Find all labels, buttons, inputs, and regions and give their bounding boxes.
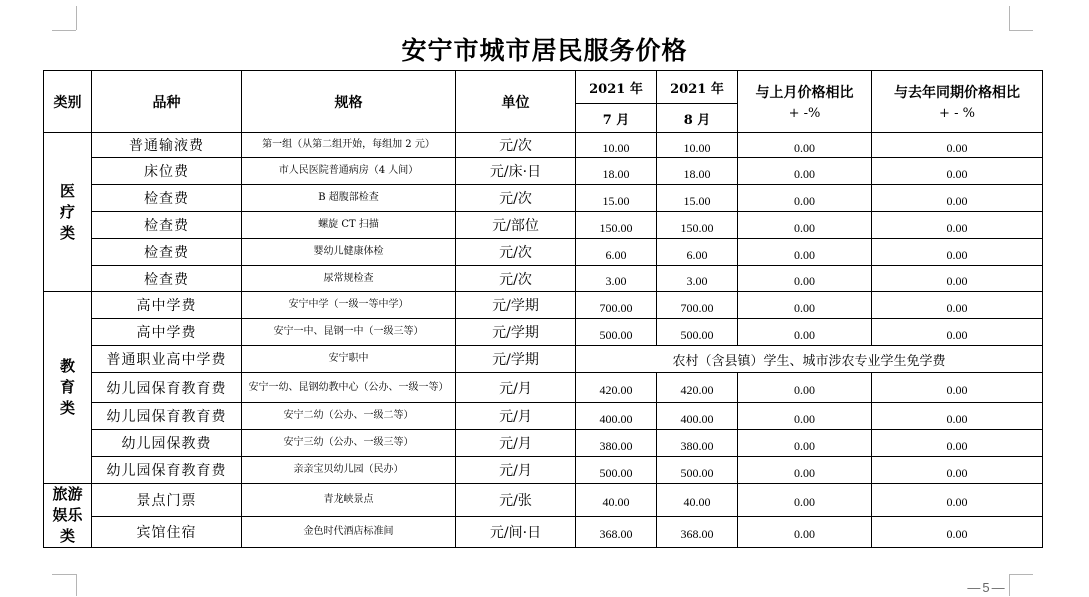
crop-mark: [1009, 6, 1010, 30]
july-price-cell: 10.00: [576, 133, 657, 158]
note-cell: 农村（含县镇）学生、城市涉农专业学生免学费: [576, 346, 1043, 373]
header-category: 类别: [44, 71, 92, 133]
table-row: [44, 516, 1043, 547]
category-label-line: 类: [59, 223, 75, 242]
header-unit: 单位: [456, 71, 576, 133]
table-row: [44, 266, 1043, 292]
table-row: [44, 484, 1043, 517]
august-price-cell: 380.00: [657, 430, 738, 457]
spec-cell: 第一组（从第二组开始，每组加 2 元）: [242, 133, 456, 158]
spec-cell: 螺旋 CT 扫描: [242, 212, 456, 239]
table-row: [44, 457, 1043, 484]
category-label-line: 旅游: [52, 485, 83, 503]
category-label-line: 教: [59, 357, 75, 375]
item-cell: 幼儿园保教费: [92, 430, 242, 457]
category-label-line: 娱乐: [52, 506, 83, 524]
table-row: [44, 319, 1043, 346]
july-price-cell: 6.00: [576, 239, 657, 266]
header-year-a: 2021 年: [576, 71, 657, 104]
item-cell: 幼儿园保育教育费: [92, 457, 242, 484]
header-yoy-line2: + - %: [939, 106, 975, 121]
mom-change-cell: 0.00: [738, 292, 872, 319]
july-price-cell: 400.00: [576, 403, 657, 430]
july-price-cell: 368.00: [576, 516, 657, 547]
table-row: [44, 373, 1043, 403]
yoy-change-cell: 0.00: [872, 185, 1043, 212]
august-price-cell: 15.00: [657, 185, 738, 212]
august-price-cell: 6.00: [657, 239, 738, 266]
category-label-line: 医: [59, 181, 75, 200]
july-price-cell: 500.00: [576, 319, 657, 346]
header-yoy-line1: 与去年同期价格相比: [894, 85, 1020, 101]
spec-cell: 安宁三幼（公办、一级三等）: [242, 430, 456, 457]
yoy-change-cell: 0.00: [872, 266, 1043, 292]
unit-cell: 元/次: [456, 185, 576, 212]
yoy-change-cell: 0.00: [872, 457, 1043, 484]
table-row: [44, 346, 1043, 373]
mom-change-cell: 0.00: [738, 158, 872, 185]
category-tourism: [44, 484, 92, 548]
yoy-change-cell: 0.00: [872, 212, 1043, 239]
item-cell: 检查费: [92, 212, 242, 239]
unit-cell: 元/月: [456, 373, 576, 403]
category-label-line: 类: [59, 399, 75, 417]
mom-change-cell: 0.00: [738, 484, 872, 517]
unit-cell: 元/次: [456, 239, 576, 266]
table-row: [44, 158, 1043, 185]
header-spec: 规格: [242, 71, 456, 133]
header-year-b: 2021 年: [657, 71, 738, 104]
header-item: 品种: [92, 71, 242, 133]
crop-mark: [76, 6, 77, 30]
spec-cell: 安宁二幼（公办、一级二等）: [242, 403, 456, 430]
unit-cell: 元/月: [456, 403, 576, 430]
unit-cell: 元/间·日: [456, 516, 576, 547]
july-price-cell: 3.00: [576, 266, 657, 292]
spec-cell: 安宁一中、昆钢一中（一级三等）: [242, 319, 456, 346]
header-month-a: 7 月: [576, 104, 657, 133]
spec-cell: 安宁职中: [242, 346, 456, 373]
header-yoy: [872, 71, 1043, 133]
spec-cell: 青龙峡景点: [242, 484, 456, 517]
crop-mark: [76, 574, 77, 596]
august-price-cell: 420.00: [657, 373, 738, 403]
table-row: [44, 133, 1043, 158]
item-cell: 普通职业高中学费: [92, 346, 242, 373]
category-education: [44, 292, 92, 484]
yoy-change-cell: 0.00: [872, 484, 1043, 517]
august-price-cell: 500.00: [657, 457, 738, 484]
august-price-cell: 18.00: [657, 158, 738, 185]
item-cell: 高中学费: [92, 292, 242, 319]
mom-change-cell: 0.00: [738, 212, 872, 239]
spec-cell: 安宁一幼、昆钢幼教中心（公办、一级一等）: [242, 373, 456, 403]
unit-cell: 元/张: [456, 484, 576, 517]
august-price-cell: 700.00: [657, 292, 738, 319]
unit-cell: 元/月: [456, 457, 576, 484]
yoy-change-cell: 0.00: [872, 158, 1043, 185]
july-price-cell: 500.00: [576, 457, 657, 484]
mom-change-cell: 0.00: [738, 457, 872, 484]
august-price-cell: 3.00: [657, 266, 738, 292]
category-label-line: 育: [59, 378, 75, 396]
august-price-cell: 10.00: [657, 133, 738, 158]
august-price-cell: 40.00: [657, 484, 738, 517]
item-cell: 宾馆住宿: [92, 516, 242, 547]
crop-mark: [1009, 574, 1033, 575]
table-row: [44, 185, 1043, 212]
page-number: — 5 —: [967, 580, 1005, 595]
table-row: [44, 239, 1043, 266]
crop-mark: [52, 30, 76, 31]
august-price-cell: 368.00: [657, 516, 738, 547]
item-cell: 普通输液费: [92, 133, 242, 158]
table-row: [44, 212, 1043, 239]
page-title: 安宁市城市居民服务价格: [401, 36, 688, 65]
spec-cell: 金色时代酒店标准间: [242, 516, 456, 547]
unit-cell: 元/次: [456, 266, 576, 292]
header-mom: [738, 71, 872, 133]
spec-cell: 尿常规检查: [242, 266, 456, 292]
mom-change-cell: 0.00: [738, 430, 872, 457]
crop-mark: [1009, 30, 1033, 31]
item-cell: 幼儿园保育教育费: [92, 403, 242, 430]
unit-cell: 元/次: [456, 133, 576, 158]
spec-cell: B 超腹部检查: [242, 185, 456, 212]
july-price-cell: 40.00: [576, 484, 657, 517]
crop-mark: [52, 574, 76, 575]
price-table: [43, 70, 1043, 548]
mom-change-cell: 0.00: [738, 516, 872, 547]
july-price-cell: 700.00: [576, 292, 657, 319]
table-row: [44, 430, 1043, 457]
unit-cell: 元/学期: [456, 319, 576, 346]
yoy-change-cell: 0.00: [872, 430, 1043, 457]
header-mom-line1: 与上月价格相比: [755, 85, 854, 101]
category-label-line: 类: [59, 527, 75, 545]
item-cell: 检查费: [92, 266, 242, 292]
yoy-change-cell: 0.00: [872, 319, 1043, 346]
unit-cell: 元/部位: [456, 212, 576, 239]
item-cell: 景点门票: [92, 484, 242, 517]
item-cell: 高中学费: [92, 319, 242, 346]
spec-cell: 安宁中学（一级一等中学）: [242, 292, 456, 319]
mom-change-cell: 0.00: [738, 373, 872, 403]
item-cell: 检查费: [92, 185, 242, 212]
yoy-change-cell: 0.00: [872, 133, 1043, 158]
august-price-cell: 500.00: [657, 319, 738, 346]
july-price-cell: 150.00: [576, 212, 657, 239]
header-row: [44, 71, 1043, 104]
mom-change-cell: 0.00: [738, 239, 872, 266]
mom-change-cell: 0.00: [738, 133, 872, 158]
category-medical: [44, 133, 92, 292]
august-price-cell: 400.00: [657, 403, 738, 430]
table-row: [44, 403, 1043, 430]
table-row: [44, 292, 1043, 319]
august-price-cell: 150.00: [657, 212, 738, 239]
spec-cell: 市人民医院普通病房（4 人间）: [242, 158, 456, 185]
mom-change-cell: 0.00: [738, 266, 872, 292]
yoy-change-cell: 0.00: [872, 403, 1043, 430]
mom-change-cell: 0.00: [738, 319, 872, 346]
unit-cell: 元/学期: [456, 346, 576, 373]
yoy-change-cell: 0.00: [872, 239, 1043, 266]
spec-cell: 婴幼儿健康体检: [242, 239, 456, 266]
unit-cell: 元/月: [456, 430, 576, 457]
yoy-change-cell: 0.00: [872, 373, 1043, 403]
header-mom-line2: + -%: [788, 106, 821, 121]
item-cell: 幼儿园保育教育费: [92, 373, 242, 403]
july-price-cell: 380.00: [576, 430, 657, 457]
spec-cell: 亲亲宝贝幼儿园（民办）: [242, 457, 456, 484]
mom-change-cell: 0.00: [738, 185, 872, 212]
item-cell: 床位费: [92, 158, 242, 185]
item-cell: 检查费: [92, 239, 242, 266]
header-month-b: 8 月: [657, 104, 738, 133]
yoy-change-cell: 0.00: [872, 516, 1043, 547]
july-price-cell: 420.00: [576, 373, 657, 403]
yoy-change-cell: 0.00: [872, 292, 1043, 319]
unit-cell: 元/学期: [456, 292, 576, 319]
july-price-cell: 15.00: [576, 185, 657, 212]
unit-cell: 元/床·日: [456, 158, 576, 185]
category-label-line: 疗: [59, 202, 75, 221]
mom-change-cell: 0.00: [738, 403, 872, 430]
july-price-cell: 18.00: [576, 158, 657, 185]
